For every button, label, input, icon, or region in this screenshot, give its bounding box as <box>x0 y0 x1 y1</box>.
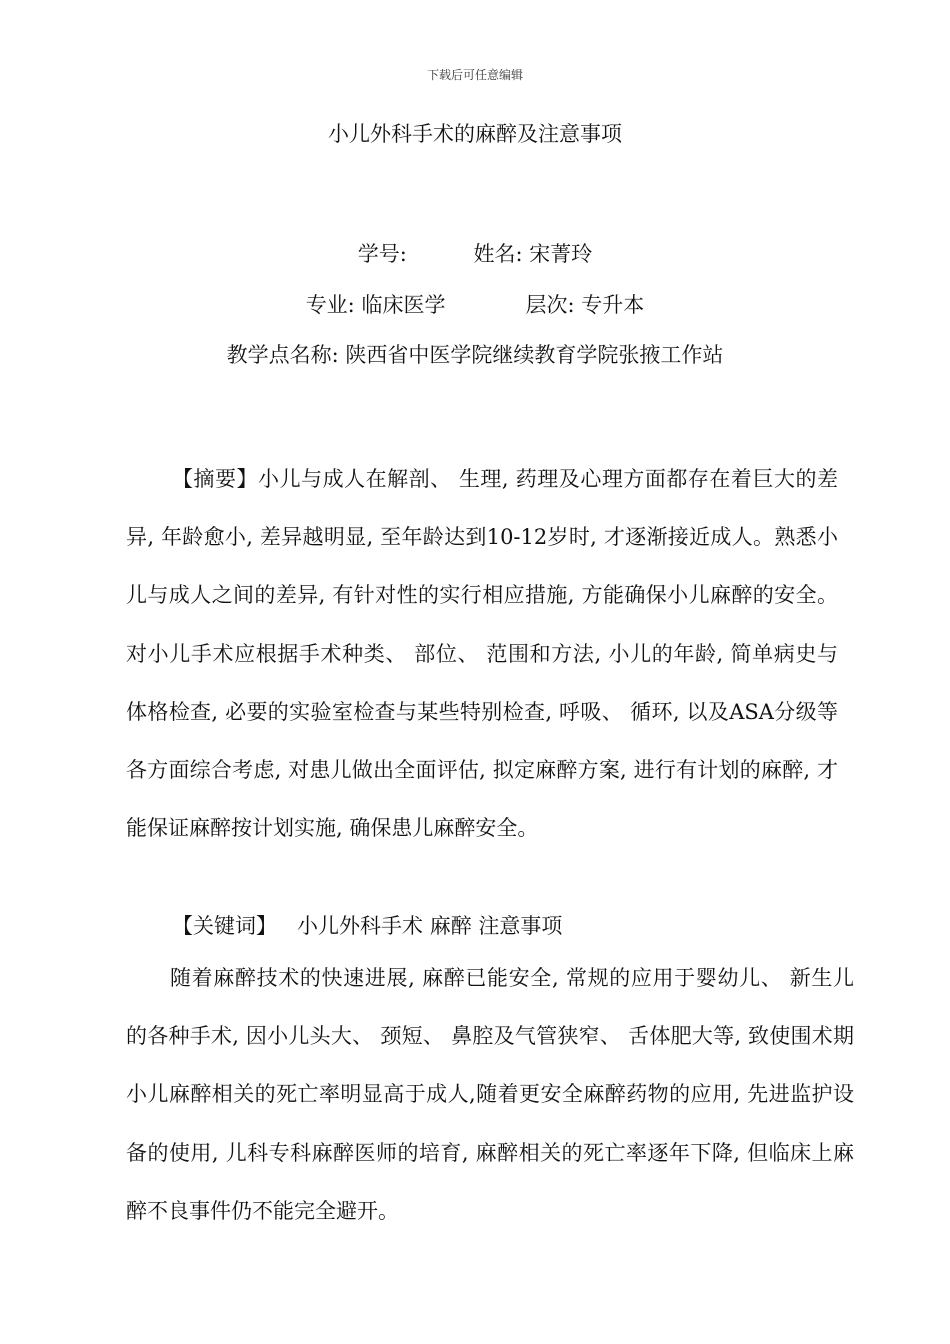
abstract-paragraph: 【摘要】小儿与成人在解剖、 生理, 药理及心理方面都存在着巨大的差异, 年龄愈小, 差异越明显, 至年龄达到10-12岁时, 才逐渐接近成人。熟悉小儿与成人之间的差异, 有针对性的实行相应措施, 方能确保小儿麻醉的安全。对小儿手术应根据手术种类、 部位、 范围和方法, 小儿的年龄, 简单病史与体格检查, 必要的实验室检查与某些特别检查, 呼吸、 循环, 以及ASA分级等各方面综合考虑, 对患儿做出全面评估, 拟定麻醉方案, 进行有计划的麻醉, 才能保证麻醉按计划实施, 确保患儿麻醉安全。 <box>126 467 838 841</box>
document-title: 小儿外科手术的麻醉及注意事项 <box>328 122 622 146</box>
body-paragraph: 随着麻醉技术的快速进展, 麻醉已能安全, 常规的应用于婴幼儿、 新生儿的各种手术, 因小儿头大、 颈短、 鼻腔及气管狭窄、 舌体肥大等, 致使围术期小儿麻醉相关的死亡率明显高于成人,随着更安全麻醉药物的应用, 先进监护设备的使用, 儿科专科麻醉医师的培育, 麻醉相关的死亡率逐年下降, 但临床上麻醉不良事件仍不能完全避开。 <box>126 966 854 1223</box>
student-info-line: 学号: 姓名: 宋菁玲 <box>357 242 593 266</box>
keywords-line: 【关键词】 小儿外科手术 麻醉 注意事项 <box>172 914 563 938</box>
teaching-site-line: 教学点名称: 陕西省中医学院继续教育学院张掖工作站 <box>226 343 724 367</box>
major-info-line: 专业: 临床医学 层次: 专升本 <box>305 293 645 317</box>
header-note: 下载后可任意编辑 <box>426 68 523 82</box>
